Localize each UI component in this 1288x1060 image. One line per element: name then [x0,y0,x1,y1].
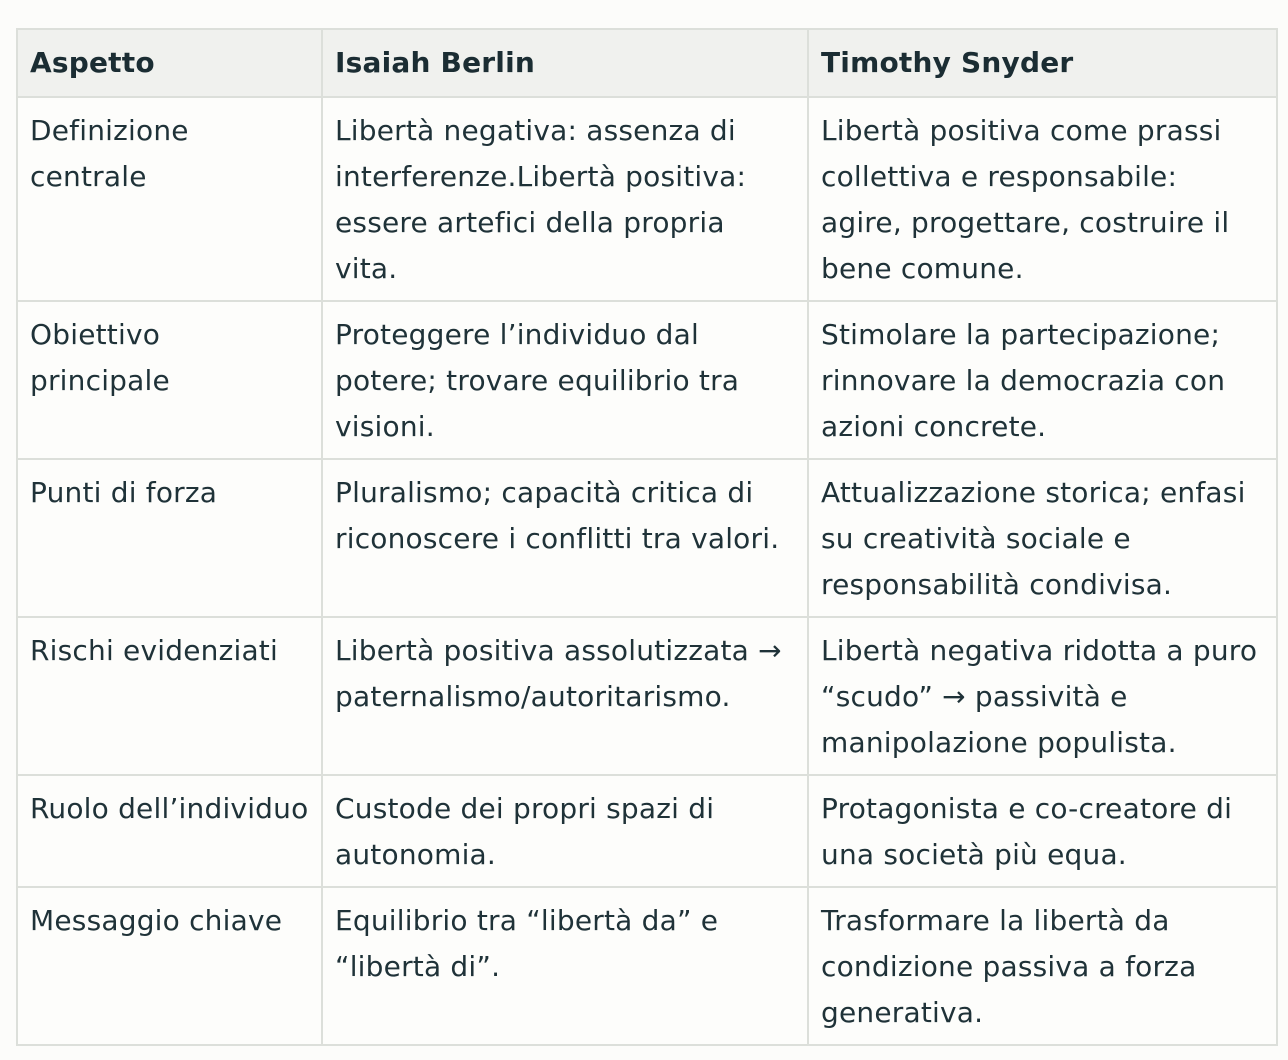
table-row [17,459,1277,617]
aspect-cell: Messaggio chiave [17,887,322,1045]
snyder-cell: Attualizzazione storica; enfasi su creatività sociale e responsabilità condivisa. [808,459,1277,617]
table-row [17,775,1277,887]
table-header-row [17,29,1277,97]
aspect-cell: Punti di forza [17,459,322,617]
berlin-cell: Libertà negativa: assenza di interferenze.Libertà positiva: essere artefici della propria vita. [322,97,808,301]
aspect-cell: Definizione centrale [17,97,322,301]
aspect-cell: Ruolo dell’individuo [17,775,322,887]
snyder-cell: Libertà positiva come prassi collettiva e responsabile: agire, progettare, costruire il bene comune. [808,97,1277,301]
berlin-cell: Equilibrio tra “libertà da” e “libertà di”. [322,887,808,1045]
snyder-cell: Trasformare la libertà da condizione passiva a forza generativa. [808,887,1277,1045]
snyder-cell: Libertà negativa ridotta a puro “scudo” → passività e manipolazione populista. [808,617,1277,775]
table-row [17,97,1277,301]
header-aspetto: Aspetto [17,29,322,97]
berlin-cell: Proteggere l’individuo dal potere; trovare equilibrio tra visioni. [322,301,808,459]
snyder-cell: Protagonista e co-creatore di una società più equa. [808,775,1277,887]
berlin-cell: Libertà positiva assolutizzata → paternalismo/autoritarismo. [322,617,808,775]
header-timothy-snyder: Timothy Snyder [808,29,1277,97]
berlin-cell: Custode dei propri spazi di autonomia. [322,775,808,887]
table-row [17,887,1277,1045]
table-row [17,617,1277,775]
berlin-cell: Pluralismo; capacità critica di riconoscere i conflitti tra valori. [322,459,808,617]
comparison-table [16,28,1278,1046]
table-row [17,301,1277,459]
aspect-cell: Rischi evidenziati [17,617,322,775]
snyder-cell: Stimolare la partecipazione; rinnovare la democrazia con azioni concrete. [808,301,1277,459]
header-isaiah-berlin: Isaiah Berlin [322,29,808,97]
comparison-table-container [16,28,1276,1046]
aspect-cell: Obiettivo principale [17,301,322,459]
